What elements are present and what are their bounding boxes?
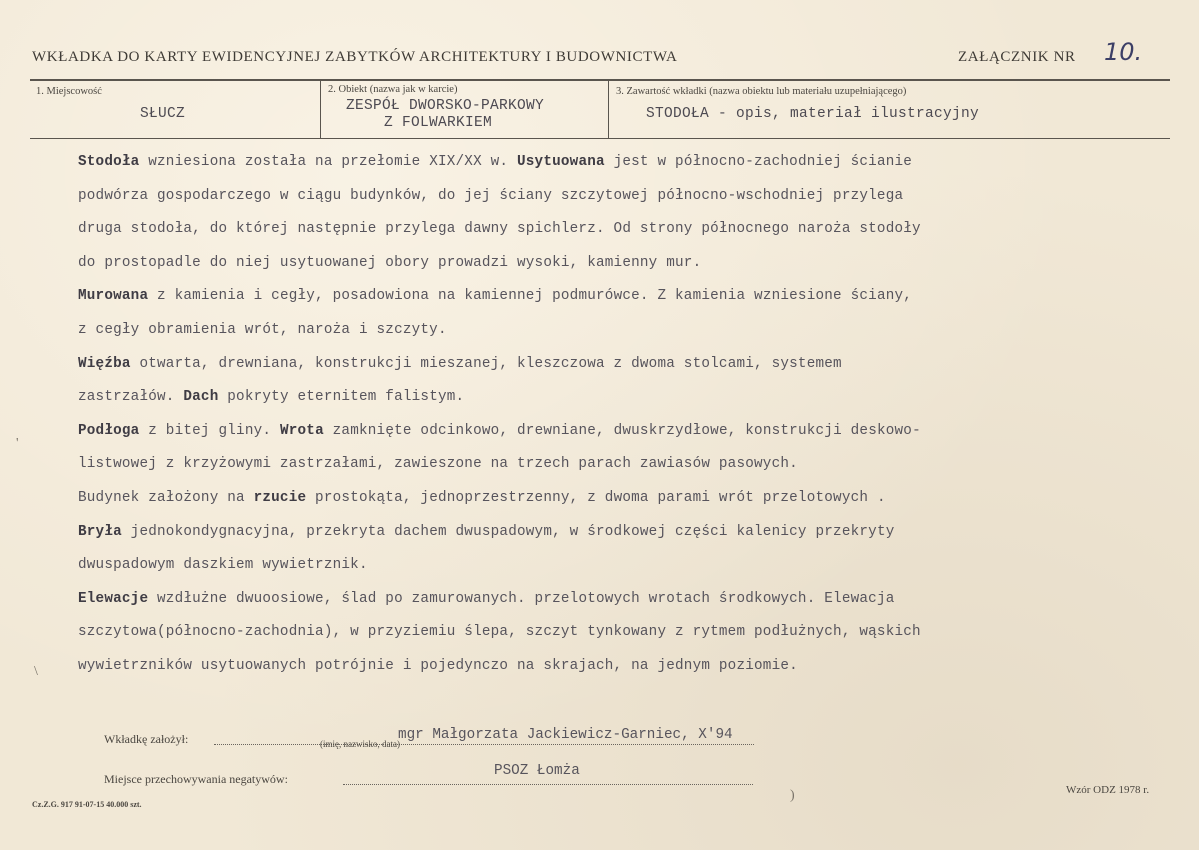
- description-keyword: Więźba: [78, 355, 131, 372]
- description-fragment: wywietrzników usytuowanych potrójnie i pojedynczo na skrajach, na jednym poziomie.: [78, 657, 798, 674]
- negatives-value: PSOZ Łomża: [494, 763, 580, 779]
- description-keyword: Murowana: [78, 288, 149, 305]
- description-keyword: Stodoła: [78, 154, 140, 170]
- description-keyword: Bryła: [78, 523, 122, 540]
- description-line: [78, 516, 1078, 550]
- print-code: Cz.Z.G. 917 91-07-15 40.000 szt.: [32, 800, 142, 809]
- description-keyword: Wrota: [279, 422, 324, 439]
- description-line: [78, 381, 1078, 415]
- description-fragment: Budynek założony na: [78, 489, 254, 506]
- description-fragment: prostokąta, jednoprzestrzenny, z dwoma parami wrót przelotowych .: [306, 489, 886, 506]
- field-2-value-line-1: ZESPÓŁ DWORSKO-PARKOWY: [346, 98, 545, 114]
- column-divider-1: [320, 80, 321, 138]
- author-value: mgr Małgorzata Jackiewicz-Garniec, X'94: [398, 727, 733, 743]
- description-keyword: rzucie: [253, 489, 307, 506]
- column-divider-2: [608, 80, 609, 138]
- header-rule-top: [30, 79, 1170, 81]
- stray-mark: ': [16, 436, 19, 451]
- description-line: [78, 415, 1078, 449]
- field-1-label: 1. Miejscowość: [36, 86, 102, 97]
- description-fragment: z kamienia i cegły, posadowiona na kamiennej podmurówce. Z kamienia wzniesione ściany,: [148, 288, 913, 305]
- field-3-label: 3. Zawartość wkładki (nazwa obiektu lub materiału uzupełniającego): [616, 86, 907, 97]
- description-line: [78, 314, 1078, 348]
- description-fragment: jednokondygnacyjna, przekryta dachem dwuspadowym, w środkowej części kalenicy przekryty: [121, 523, 895, 540]
- description-fragment: druga stodoła, do której następnie przylega dawny spichlerz. Od strony północnego naroża stodoły: [78, 221, 921, 238]
- description-fragment: zastrzałów.: [78, 389, 184, 406]
- stray-mark: ): [790, 788, 795, 803]
- description-line: [78, 583, 1078, 617]
- stray-mark: \: [34, 664, 38, 679]
- field-1-value: SŁUCZ: [140, 106, 186, 122]
- description-fragment: z cegły obramienia wrót, naroża i szczyty.: [78, 321, 447, 338]
- form-version: Wzór ODZ 1978 r.: [1066, 784, 1150, 796]
- description-fragment: zamknięte odcinkowo, drewniane, dwuskrzydłowe, konstrukcji deskowo-: [323, 422, 921, 439]
- description-fragment: listwowej z krzyżowymi zastrzałami, zawieszone na trzech parach zawiasów pasowych.: [78, 456, 798, 473]
- annex-number: 10.: [1104, 38, 1143, 66]
- description-fragment: wzniesiona została na przełomie XIX/XX w.: [139, 154, 517, 170]
- author-field-hint: (imię, nazwisko, data): [320, 739, 400, 749]
- description-fragment: otwarta, drewniana, konstrukcji mieszanej, kleszczowa z dwoma stolcami, systemem: [130, 355, 842, 372]
- description-line: [78, 650, 1078, 684]
- description-text: [78, 146, 1078, 684]
- field-3-value: STODOŁA - opis, materiał ilustracyjny: [646, 106, 980, 122]
- description-keyword: Dach: [183, 389, 219, 406]
- description-keyword: Podłoga: [78, 422, 140, 439]
- description-keyword: Elewacje: [78, 590, 149, 607]
- author-dotted-line: [214, 744, 754, 745]
- description-line: [78, 247, 1078, 281]
- description-fragment: podwórza gospodarczego w ciągu budynków, do jej ściany szczytowej północno-wschodniej przylega: [78, 187, 904, 204]
- description-keyword: Usytuowana: [517, 154, 605, 170]
- description-fragment: wzdłużne dwuoosiowe, ślad po zamurowanych. przelotowych wrotach środkowych. Elewacja: [148, 590, 895, 607]
- negatives-dotted-line: [343, 784, 753, 785]
- description-line: [78, 616, 1078, 650]
- description-line: [78, 213, 1078, 247]
- description-fragment: do prostopadle do niej usytuowanej obory prowadzi wysoki, kamienny mur.: [78, 254, 702, 271]
- description-fragment: pokryty eternitem falistym.: [218, 389, 465, 406]
- description-line: [78, 280, 1078, 314]
- header-rule-bottom: [30, 138, 1170, 139]
- form-title: WKŁADKA DO KARTY EWIDENCYJNEJ ZABYTKÓW ARCHITEKTURY I BUDOWNICTWA: [32, 49, 678, 65]
- field-2-value-line-2: Z FOLWARKIEM: [384, 115, 493, 131]
- description-fragment: dwuspadowym daszkiem wywietrznik.: [78, 557, 368, 574]
- description-fragment: z bitej gliny.: [139, 422, 280, 439]
- author-label: Wkładkę założył:: [104, 732, 189, 746]
- negatives-label: Miejsce przechowywania negatywów:: [104, 772, 288, 786]
- description-line: [78, 180, 1078, 214]
- description-line: [78, 146, 1078, 180]
- description-line: [78, 482, 1078, 516]
- description-fragment: szczytowa(północno-zachodnia), w przyziemiu ślepa, szczyt tynkowany z rytmem podłużnych, wąskich: [78, 624, 921, 641]
- description-line: [78, 549, 1078, 583]
- annex-label: ZAŁĄCZNIK NR: [958, 49, 1076, 65]
- description-line: [78, 448, 1078, 482]
- description-line: [78, 348, 1078, 382]
- field-2-label: 2. Obiekt (nazwa jak w karcie): [328, 84, 458, 95]
- description-fragment: jest w północno-zachodniej ścianie: [604, 154, 913, 170]
